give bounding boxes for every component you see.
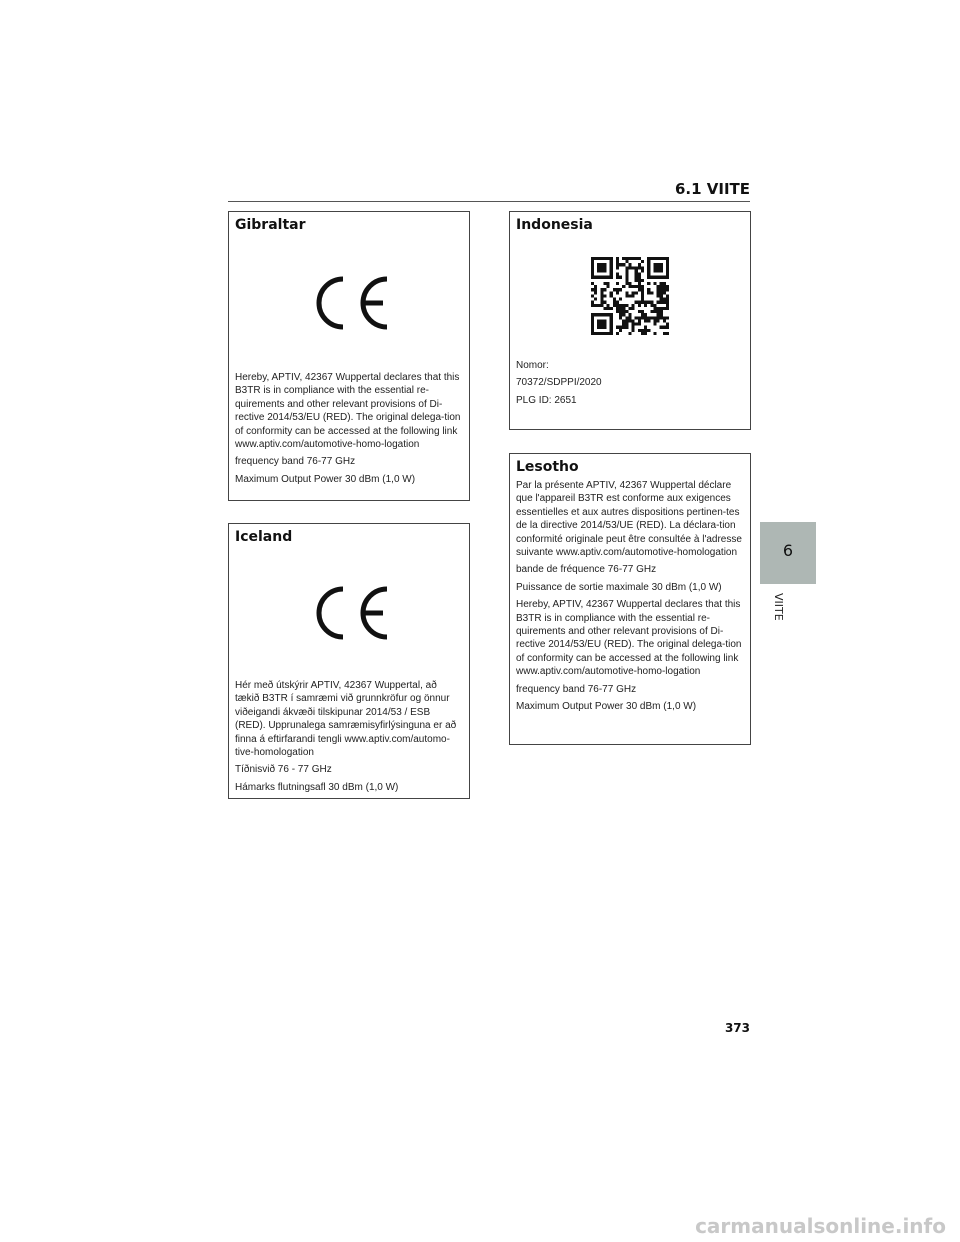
- lesotho-frequency-en: frequency band 76-77 GHz: [516, 683, 637, 695]
- gibraltar-title: Gibraltar: [235, 217, 306, 233]
- iceland-power: Hámarks flutningsafl 30 dBm (1,0 W): [235, 781, 399, 793]
- lesotho-frequency-fr: bande de fréquence 76-77 GHz: [516, 564, 657, 576]
- ce-mark-icon: [309, 273, 389, 333]
- indonesia-box: [509, 211, 751, 430]
- iceland-title: Iceland: [235, 529, 293, 545]
- ce-mark-icon: [309, 583, 389, 643]
- gibraltar-box: [228, 211, 470, 501]
- indonesia-number: 70372/SDPPI/2020: [516, 377, 602, 389]
- lesotho-declaration-en: Hereby, APTIV, 42367 Wuppertal declares that this B3TR is in compliance with the essential re-quirements and other relevant provisions of Di-rective 2014/53/EU (RED). The original delega-tion of conformity can be accessed at the following link www.aptiv.com/automotive-homo-logation: [516, 599, 742, 678]
- iceland-box: [228, 523, 470, 799]
- indonesia-nomor-label: Nomor:: [516, 360, 549, 371]
- page-number: 373: [724, 1021, 750, 1035]
- section-title: 6.1 VIITE: [674, 180, 750, 198]
- lesotho-declaration-fr: Par la présente APTIV, 42367 Wuppertal déclare que l'appareil B3TR est conforme aux exigences essentielles et aux autres dispositions pertinen-tes de la directive 2014/53/UE (RED). La déclara-tion conformité originale peut être consultée à l'adresse suivante www.aptiv.com/automotive-homologation: [516, 480, 742, 559]
- lesotho-title: Lesotho: [516, 459, 579, 475]
- indonesia-title: Indonesia: [516, 217, 593, 233]
- iceland-frequency: Tíðnisvið 76 - 77 GHz: [235, 764, 332, 776]
- chapter-tab-label: VIITE: [772, 593, 785, 621]
- lesotho-power-fr: Puissance de sortie maximale 30 dBm (1,0 W): [516, 581, 722, 593]
- qr-code-icon: [591, 257, 669, 335]
- gibraltar-power: Maximum Output Power 30 dBm (1,0 W): [235, 473, 416, 485]
- lesotho-power-en: Maximum Output Power 30 dBm (1,0 W): [516, 701, 697, 713]
- gibraltar-declaration: Hereby, APTIV, 42367 Wuppertal declares that this B3TR is in compliance with the essential re-quirements and other relevant provisions of Di-rective 2014/53/EU (RED). The original delega-tion of conformity can be accessed at the following link www.aptiv.com/automotive-homo-logation: [235, 372, 461, 451]
- iceland-declaration: Hér með útskýrir APTIV, 42367 Wuppertal, að tækið B3TR í samræmi við grunnkröfur og önnur viðeigandi ákvæði tilskipunar 2014/53 / ESB (RED). Upprunalega samræmisyfirlýsinguna er að finna á eftirfarandi tengli www.aptiv.com/automo-tive-homologation: [235, 680, 457, 759]
- header-rule: [228, 201, 750, 202]
- gibraltar-frequency: frequency band 76-77 GHz: [235, 456, 356, 468]
- watermark: carmanualsonline.info: [695, 1214, 946, 1238]
- chapter-tab-number: 6: [782, 541, 794, 560]
- lesotho-box: [509, 453, 751, 745]
- indonesia-plg-id: PLG ID: 2651: [516, 394, 577, 406]
